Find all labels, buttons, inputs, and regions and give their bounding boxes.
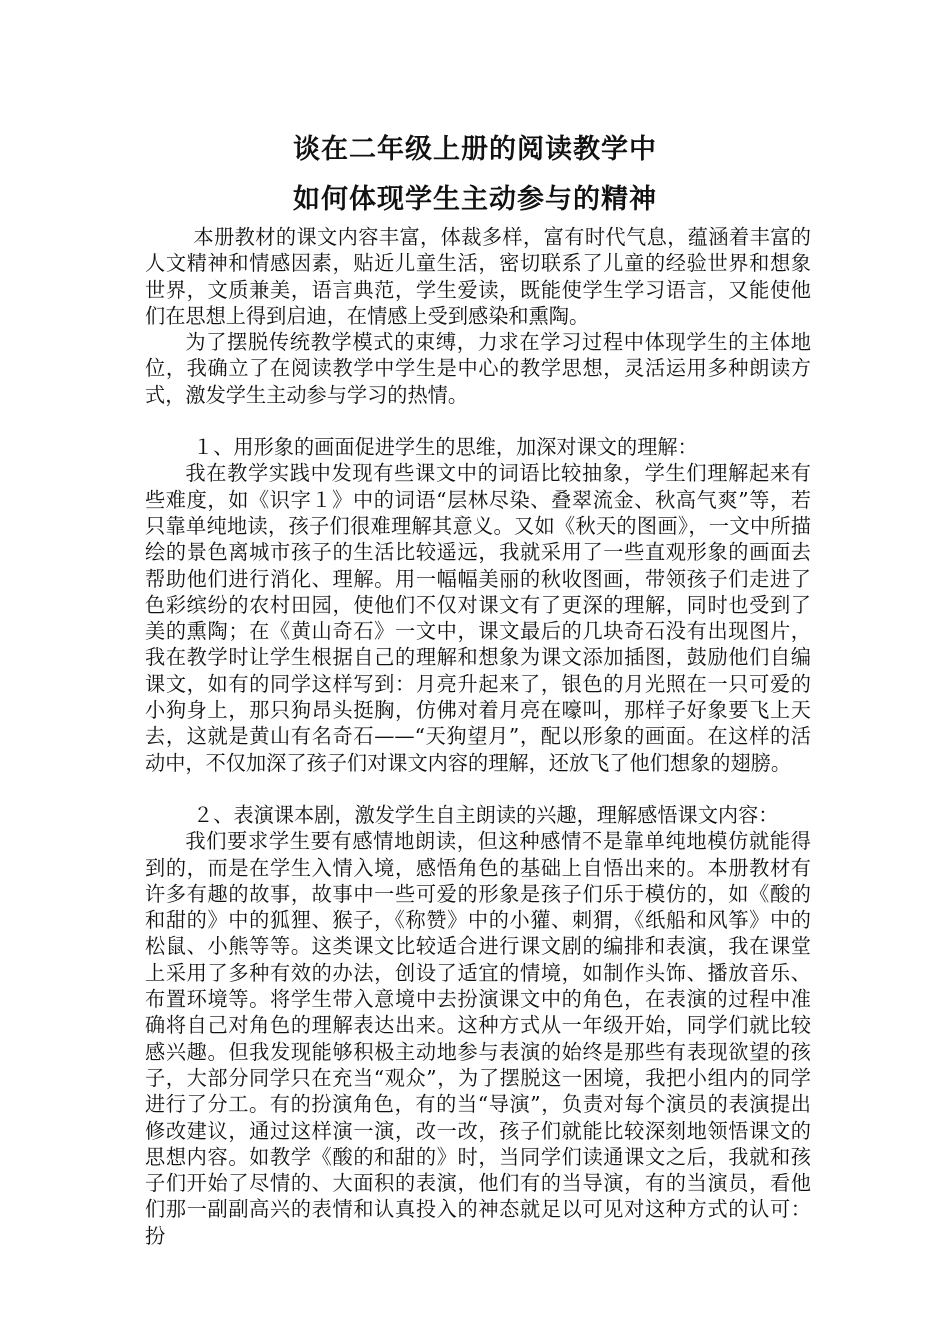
section-2-body: 我们要求学生要有感情地朗读，但这种感情不是靠单纯地模仿就能得到的，而是在学生入情入境，感悟角色的基础上自悟出来的。本册教材有许多有趣的故事，故事中一些可爱的形象是孩子们乐于模仿的，如《酸的和甜的》中的狐狸、猴子，《称赞》中的小獾、刺猬，《纸船和风筝》中的松鼠、小熊等等。这类课文比较适合进行课文剧的编排和表演，我在课堂上采用了多种有效的办法，创设了适宜的情境，如制作头饰、播放音乐、布置环境等。将学生带入意境中去扮演课文中的角色，在表演的过程中准确将自己对角色的理解表达出来。这种方式从一年级开始，同学们就比较感兴趣。但我发现能够积极主动地参与表演的始终是那些有表现欲望的孩子，大部分同学只在充当“观众”，为了摆脱这一困境，我把小组内的同学进行了分工。有的扮演角色，有的当“导演”，负责对每个演员的表演提出修改建议，通过这样演一演，改一改，孩子们就能比较深刻地领悟课文的思想内容。如教学《酸的和甜的》时，当同学们读通课文之后，我就和孩子们开始了尽情的、大面积的表演，他们有的当导演，有的当演员，看他们那一副副高兴的表情和认真投入的神态就足以可见对这种方式的认可：扮 (145, 829, 811, 1248)
intro-paragraph-1: 本册教材的课文内容丰富，体裁多样，富有时代气息，蕴涵着丰富的人文精神和情感因素，贴近儿童生活，密切联系了儿童的经验世界和想象世界，文质兼美，语言典范，学生爱读，既能使学生学习语言，又能使他们在思想上得到启迪，在情感上受到感染和熏陶。 (145, 225, 811, 328)
intro-paragraph-2: 为了摆脱传统教学模式的束缚，力求在学习过程中体现学生的主体地位，我确立了在阅读教学中学生是中心的教学思想，灵活运用多种朗读方式，激发学生主动参与学习的热情。 (145, 330, 811, 407)
section-2-number: ２ (193, 802, 214, 827)
document-title-line-2: 如何体现学生主动参与的精神 (293, 184, 657, 215)
section-1-heading-text: 、用形象的画面促进学生的思维，加深对课文的理解： (213, 435, 698, 460)
section-2-heading (145, 802, 811, 828)
document-title-line-1: 谈在二年级上册的阅读教学中 (293, 134, 657, 165)
section-1-body: 我在教学实践中发现有些课文中的词语比较抽象，学生们理解起来有些难度，如《识字１》中的词语“层林尽染、叠翠流金、秋高气爽”等，若只靠单纯地读，孩子们很难理解其意义。又如《秋天的图画》，一文中所描绘的景色离城市孩子的生活比较遥远，我就采用了一些直观形象的画面去帮助他们进行消化、理解。用一幅幅美丽的秋收图画，带领孩子们走进了色彩缤纷的农村田园，使他们不仅对课文有了更深的理解，同时也受到了美的熏陶；在《黄山奇石》一文中，课文最后的几块奇石没有出现图片，我在教学时让学生根据自己的理解和想象为课文添加插图，鼓励他们自编课文，如有的同学这样写到：月亮升起来了，银色的月光照在一只可爱的小狗身上，那只狗昂头挺胸，仿佛对着月亮在嚎叫，那样子好象要飞上天去，这就是黄山有名奇石——“天狗望月”，配以形象的画面。在这样的活动中，不仅加深了孩子们对课文内容的理解，还放飞了他们想象的翅膀。 (145, 461, 811, 775)
section-1-heading (145, 434, 811, 460)
section-1-number: １ (193, 435, 214, 460)
document-body (145, 224, 811, 1249)
section-2-heading-text: 、表演课本剧，激发学生自主朗读的兴趣，理解感悟课文内容： (213, 802, 779, 827)
